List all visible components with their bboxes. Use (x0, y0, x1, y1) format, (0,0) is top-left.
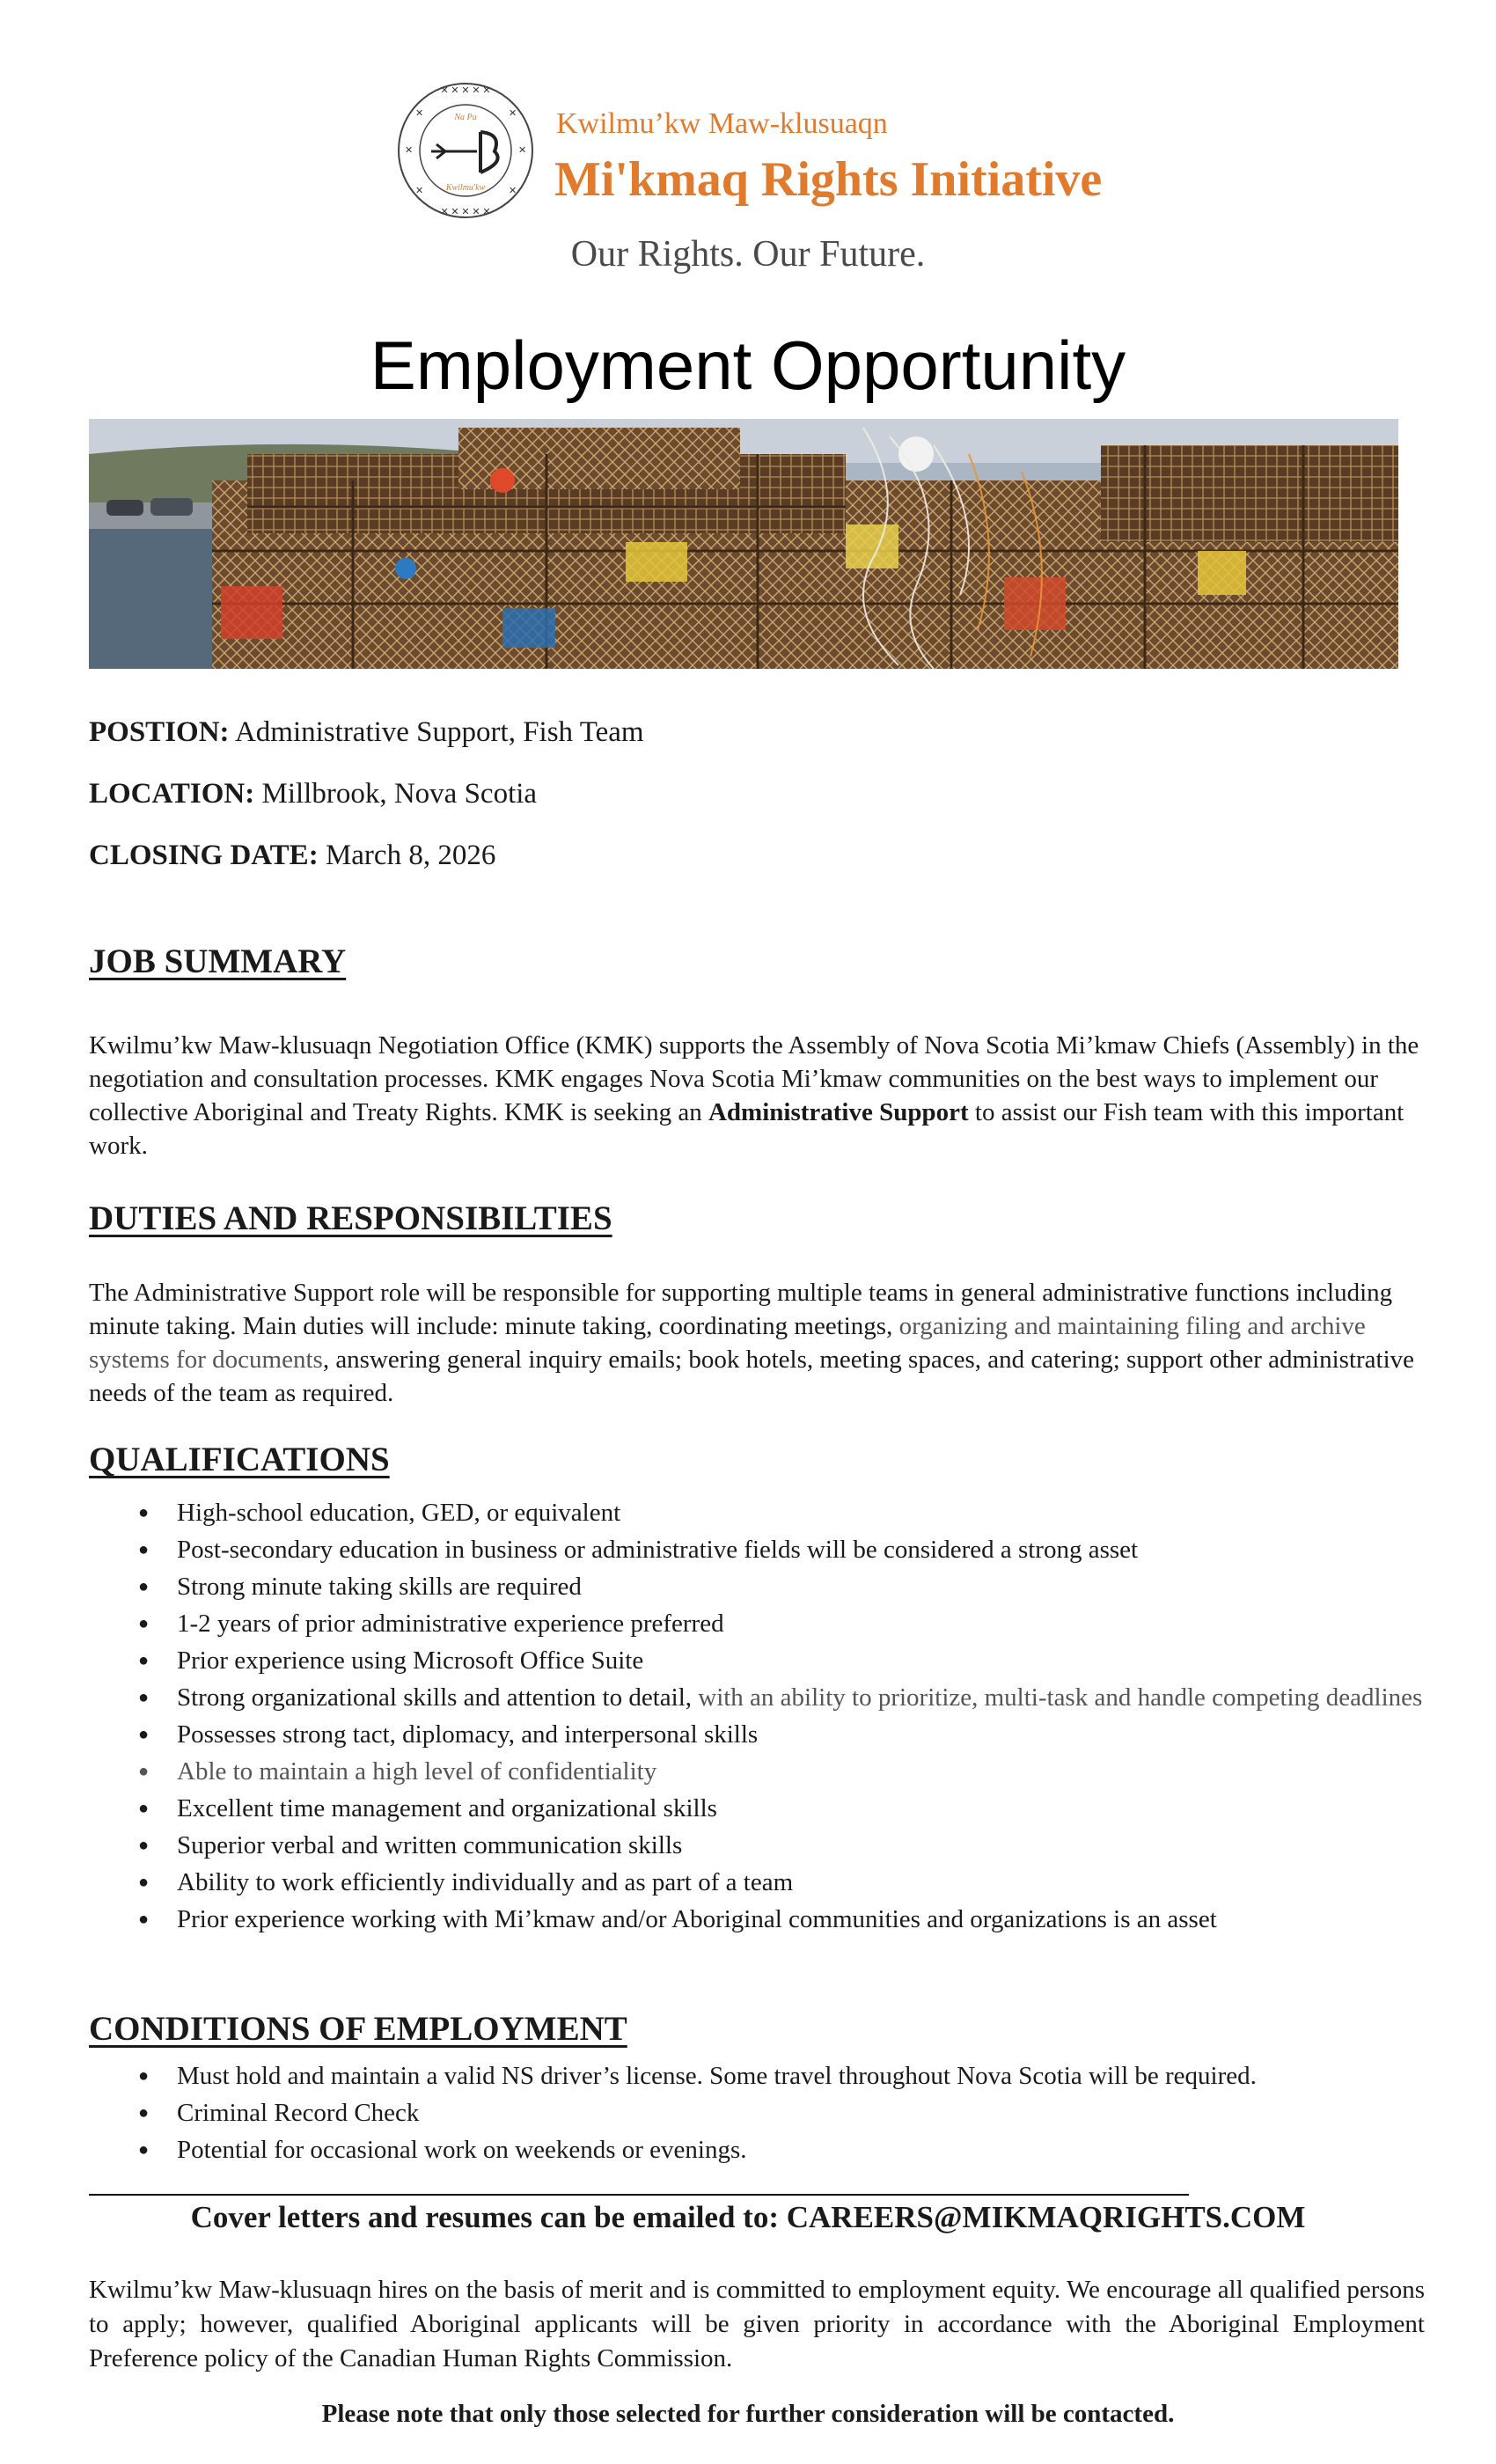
svg-text:✕: ✕ (518, 145, 527, 156)
list-item: ● Ability to work efficiently individually and as part of a team (89, 1866, 1426, 1899)
lobster-traps-image (89, 419, 1398, 669)
svg-text:✕: ✕ (415, 186, 424, 196)
closing-date-label: CLOSING DATE: (89, 840, 319, 871)
svg-text:✕: ✕ (509, 108, 517, 119)
job-meta (89, 715, 1409, 899)
conditions-heading: CONDITIONS OF EMPLOYMENT (89, 2010, 627, 2048)
list-item: ● Strong minute taking skills are required (89, 1570, 1426, 1603)
position-value: Administrative Support, Fish Team (234, 716, 644, 748)
job-summary-heading: JOB SUMMARY (89, 942, 347, 980)
qualifications-list (89, 1496, 1426, 1940)
location-label: LOCATION: (89, 778, 255, 810)
closing-date-line (89, 838, 1409, 873)
banner-image (89, 419, 1398, 669)
list-item: ● Potential for occasional work on weekends or evenings. (89, 2133, 1426, 2167)
list-item: ● Superior verbal and written communication skills (89, 1829, 1426, 1862)
duties-heading: DUTIES AND RESPONSIBILTIES (89, 1199, 612, 1237)
svg-text:✕ ✕ ✕ ✕ ✕: ✕ ✕ ✕ ✕ ✕ (440, 85, 491, 96)
svg-text:✕ ✕ ✕ ✕ ✕: ✕ ✕ ✕ ✕ ✕ (440, 207, 491, 217)
position-line (89, 715, 1409, 750)
duties-text-a: The Administrative Support role will be responsible for supporting multiple teams in general administrative functions including minute taking. Main duties will include: minute taking, coordinating meetings, (89, 1279, 1393, 1340)
qualifications-heading: QUALIFICATIONS (89, 1441, 390, 1478)
job-summary-role: Administrative Support (708, 1098, 969, 1126)
org-name-top: Kwilmu’kw Maw-klusuaqn (556, 107, 888, 140)
page-title: Employment Opportunity (370, 326, 1126, 404)
org-header (396, 81, 1118, 231)
list-item: ● Possesses strong tact, diplomacy, and interpersonal skills (89, 1718, 1426, 1751)
job-summary-text-a: Kwilmu’kw Maw-klusuaqn Negotiation Office (KMK) supports the Assembly of Nova Scotia Mi’kmaw Chiefs (Assembly) in the negotiation and consultation processes. KMK engages Nova Scotia Mi’kmaw communities on the best ways to implement our collective Aboriginal and Treaty Rights. KMK is seeking an (89, 1031, 1419, 1126)
tagline: Our Rights. Our Future. (570, 234, 926, 275)
duties-text-b: , answering general inquiry emails; book hotels, meeting spaces, and catering; support other administrative needs of the team as required. (89, 1346, 1415, 1407)
closing-date-value: March 8, 2026 (325, 840, 496, 871)
duties-text (89, 1276, 1425, 1410)
qualification-6-soft: with an ability to prioritize, multi-task and handle competing deadlines (698, 1683, 1423, 1712)
list-item (89, 1681, 1426, 1714)
duties-text-soft: organizing and maintaining filing and archive systems for documents (89, 1312, 1366, 1374)
svg-text:✕: ✕ (415, 108, 424, 119)
seal-logo-icon (396, 81, 535, 220)
org-name-main: Mi'kmaq Rights Initiative (554, 152, 1103, 207)
list-item: ● Prior experience using Microsoft Office Suite (89, 1644, 1426, 1677)
position-label: POSTION: (89, 716, 230, 748)
qualification-6-text: Strong organizational skills and attention to detail, (177, 1683, 699, 1712)
svg-text:✕: ✕ (509, 186, 517, 196)
list-item: ● Must hold and maintain a valid NS driver’s license. Some travel throughout Nova Scotia will be required. (89, 2059, 1426, 2093)
list-item: ● Post-secondary education in business or administrative fields will be considered a strong asset (89, 1533, 1426, 1566)
list-item: ● 1-2 years of prior administrative experience preferred (89, 1607, 1426, 1640)
divider (89, 2194, 1189, 2196)
job-summary-text-b: to assist our Fish team with this important work. (89, 1098, 1404, 1160)
seal-text-bottom: Kwilmu'kw (445, 183, 486, 193)
conditions-list (89, 2059, 1426, 2170)
equity-statement: Kwilmu’kw Maw-klusuaqn hires on the basis of merit and is committed to employment equity. We encourage all qualified persons to apply; however, qualified Aboriginal applicants will be given priority in accordance with the Aboriginal Employment Preference policy of the Canadian Human Rights Commission. (89, 2276, 1425, 2372)
job-summary-text (89, 1029, 1425, 1162)
list-item: ● Criminal Record Check (89, 2096, 1426, 2130)
contact-note: Please note that only those selected for further consideration will be contacted. (321, 2400, 1175, 2428)
list-item: ● Excellent time management and organizational skills (89, 1792, 1426, 1825)
list-item: ● High-school education, GED, or equivalent (89, 1496, 1426, 1529)
svg-text:✕: ✕ (405, 145, 414, 156)
seal-text-top: Na Pu (454, 113, 477, 122)
location-line (89, 776, 1409, 811)
location-value: Millbrook, Nova Scotia (261, 778, 538, 810)
list-item: ● Prior experience working with Mi’kmaw and/or Aboriginal communities and organizations is an asset (89, 1903, 1426, 1936)
list-item: ● Able to maintain a high level of confidentiality (89, 1755, 1426, 1788)
contact-email-line: Cover letters and resumes can be emailed to: CAREERS@MIKMAQRIGHTS.COM (190, 2200, 1306, 2234)
